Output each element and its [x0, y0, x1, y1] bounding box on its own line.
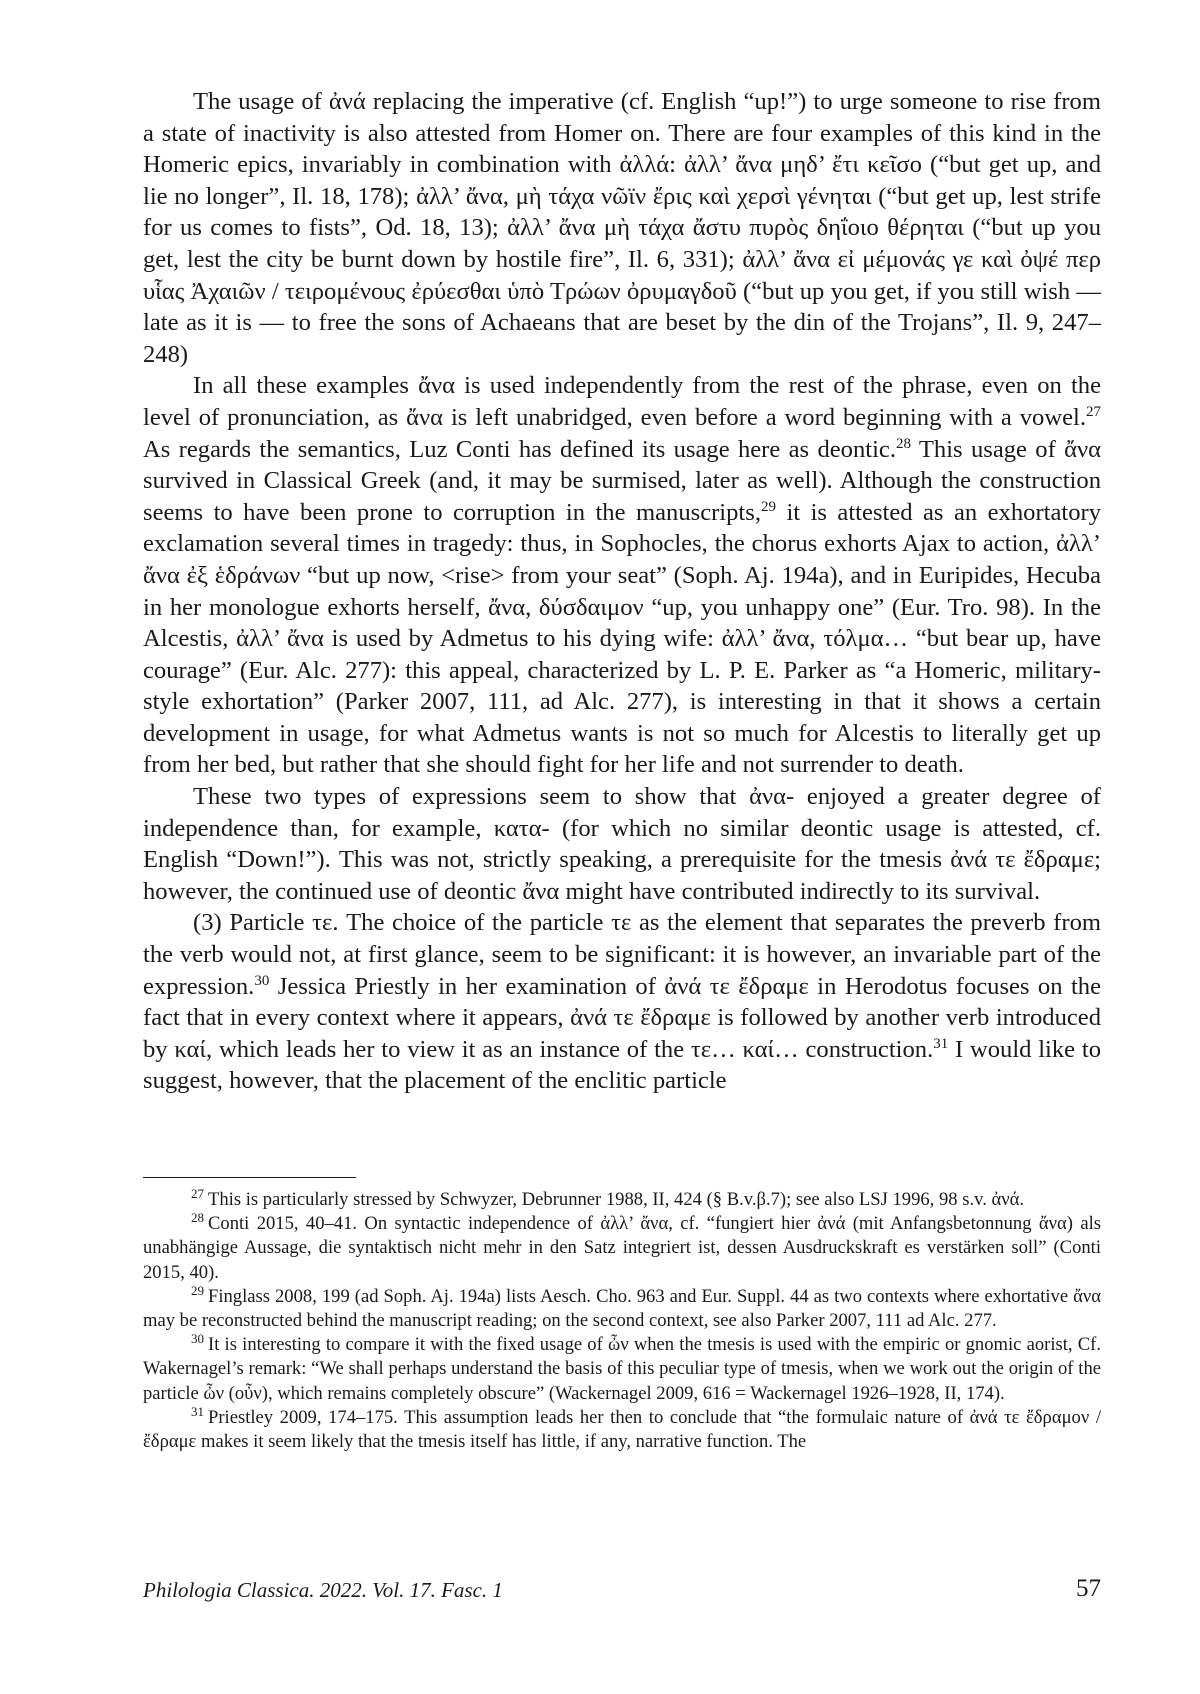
- footnote-number: 29: [191, 1282, 204, 1298]
- paragraph-3: These two types of expressions seem to show that ἀνα- enjoyed a greater degree of independence than, for example, κατα- (for which no similar deontic usage is attested, cf. English “Down!”). This was not, strictly speaking, a prerequisite for the tmesis ἀνά τε ἔδραμε; however, the continued use of deontic ἄνα might have contributed indirectly to its survival.: [143, 783, 1101, 905]
- footnote-number: 27: [191, 1185, 204, 1201]
- footnote-text: It is interesting to compare it with the fixed usage of ὦν when the tmesis is used with the empiric or gnomic aorist, Cf. Wakernagel’s remark: “We shall perhaps understand the basis of this peculiar type of tmesis, when we work out the origin of the particle ὦν (οὖν), which remains completely obscure” (Wackernagel 2009, 616 = Wackernagel 1926–1928, II, 174).: [143, 1334, 1101, 1404]
- footnote-text: Finglass 2008, 199 (ad Soph. Aj. 194a) lists Aesch. Cho. 963 and Eur. Suppl. 44 as two contexts where exhortative ἄνα may be reconstructed behind the manuscript reading; on the second context, see also Parker 2007, 111 ad Alc. 277.: [143, 1285, 1101, 1332]
- page-number: 57: [1076, 1575, 1101, 1602]
- paragraph-4: [143, 907, 1101, 1097]
- footnote-ref-27[interactable]: 27: [1086, 403, 1101, 420]
- footnote-number: 31: [191, 1403, 204, 1419]
- footnote-text: This is particularly stressed by Schwyzer, Debrunner 1988, II, 424 (§ B.v.β.7); see also LSJ 1996, 98 s.v. ἀνά.: [208, 1189, 1025, 1210]
- footnote-separator: [143, 1177, 356, 1178]
- footnote-text: Priestley 2009, 174–175. This assumption leads her then to conclude that “the formulaic nature of ἀνά τε ἔδραμον / ἔδραμε makes it seem likely that the tmesis itself has little, if any, narrative function. The: [143, 1406, 1101, 1453]
- footnote-30: [143, 1333, 1101, 1406]
- footnote-ref-29[interactable]: 29: [760, 498, 776, 515]
- footnote-ref-30[interactable]: 30: [254, 972, 270, 989]
- footnote-31: [143, 1403, 1101, 1454]
- paragraph-4-part-b: Jessica Priestly in her examination of ἀνά τε ἔδραμε in Herodotus focuses on the fact that in every context where it appears, ἀνά τε ἔδραμε is followed by another verb introduced by καί, which leads her to view it as an instance of the τε… καί… construction.: [143, 972, 1101, 1063]
- footnote-27: [143, 1185, 1101, 1212]
- paragraph-2-part-b: As regards the semantics, Luz Conti has defined its usage here as deontic.: [143, 435, 896, 463]
- footnote-28: [143, 1212, 1101, 1285]
- footnote-number: 28: [191, 1210, 204, 1226]
- paragraph-2-part-d: it is attested as an exhortatory exclamation several times in tragedy: thus, in Sophocles, the chorus exhorts Ajax to action, ἀλλ’ ἄνα ἐξ ἑδράνων “but up now, <rise> from your seat” (Soph. Aj. 194a), and in Euripides, Hecuba in her monologue exhorts herself, ἄνα, δύσδαιμον “up, you unhappy one” (Eur. Tro. 98). In the Alcestis, ἀλλ’ ἄνα is used by Admetus to his dying wife: ἀλλ’ ἄνα, τόλμα… “but bear up, have courage” (Eur. Alc. 277): this appeal, characterized by L. P. E. Parker as “a Homeric, military-style exhortation” (Parker 2007, 111, ad Alc. 277), is interesting in that it shows a certain development in usage, for what Admetus wants is not so much for Alcestis to literally get up from her bed, but rather that she should fight for her life and not surrender to death.: [143, 498, 1101, 779]
- footnote-number: 30: [191, 1331, 204, 1347]
- page-footer: [143, 1569, 1101, 1603]
- paragraph-4-part-c: I would like to suggest, however, that the placement of the enclitic particle: [143, 1035, 1101, 1095]
- footnote-ref-28[interactable]: 28: [895, 435, 911, 452]
- footnotes: [143, 1185, 1101, 1454]
- footnote-text: Conti 2015, 40–41. On syntactic independence of ἀλλ’ ἄνα, cf. “fungiert hier ἀνά (mit Anfangsbetonnung ἄνα) als unabhängige Aussage, die syntaktisch nicht mehr in den Satz integriert ist, dessen Ausdruckskraft es verstärken soll” (Conti 2015, 40).: [143, 1213, 1101, 1283]
- paragraph-2-part-a: In all these examples ἄνα is used independently from the rest of the phrase, even on the level of pronunciation, as ἄνα is left unabridged, even before a word beginning with a vowel.: [143, 372, 1101, 431]
- paragraph-1: The usage of ἀνά replacing the imperative (cf. English “up!”) to urge someone to rise from a state of inactivity is also attested from Homer on. There are four examples of this kind in the Homeric epics, invariably in combination with ἀλλά: ἀλλ’ ἄνα μηδ’ ἔτι κεῖσο (“but get up, and lie no longer”, Il. 18, 178); ἀλλ’ ἄνα, μὴ τάχα νῶϊν ἔρις καὶ χερσὶ γένηται (“but get up, lest strife for us comes to fists”, Od. 18, 13); ἀλλ’ ἄνα μὴ τάχα ἄστυ πυρὸς δηΐοιο θέρηται (“but up you get, lest the city be burnt down by hostile fire”, Il. 6, 331); ἀλλ’ ἄνα εἰ μέμονάς γε καὶ ὀψέ περ υἷας Ἀχαιῶν / τειρομένους ἐρύεσθαι ὑπὸ Τρώων ὀρυμαγδοῦ (“but up you get, if you still wish — late as it is — to free the sons of Achaeans that are beset by the din of the Trojans”, Il. 9, 247–248): [143, 88, 1101, 368]
- paragraph-2-part-c: This usage of ἄνα survived in Classical Greek (and, it may be surmised, later as well). Although the construction seems to have been prone to corruption in the manuscripts,: [143, 435, 1102, 526]
- paragraph-2: [143, 370, 1101, 781]
- footnote-29: [143, 1282, 1101, 1333]
- journal-citation: Philologia Classica. 2022. Vol. 17. Fasc. 1: [143, 1578, 503, 1602]
- footnote-ref-31[interactable]: 31: [933, 1035, 949, 1052]
- main-text: [143, 86, 1101, 1097]
- paragraph-4-part-a: (3) Particle τε. The choice of the particle τε as the element that separates the preverb from the verb would not, at first glance, seem to be significant: it is however, an invariable part of the expression.: [143, 909, 1101, 1000]
